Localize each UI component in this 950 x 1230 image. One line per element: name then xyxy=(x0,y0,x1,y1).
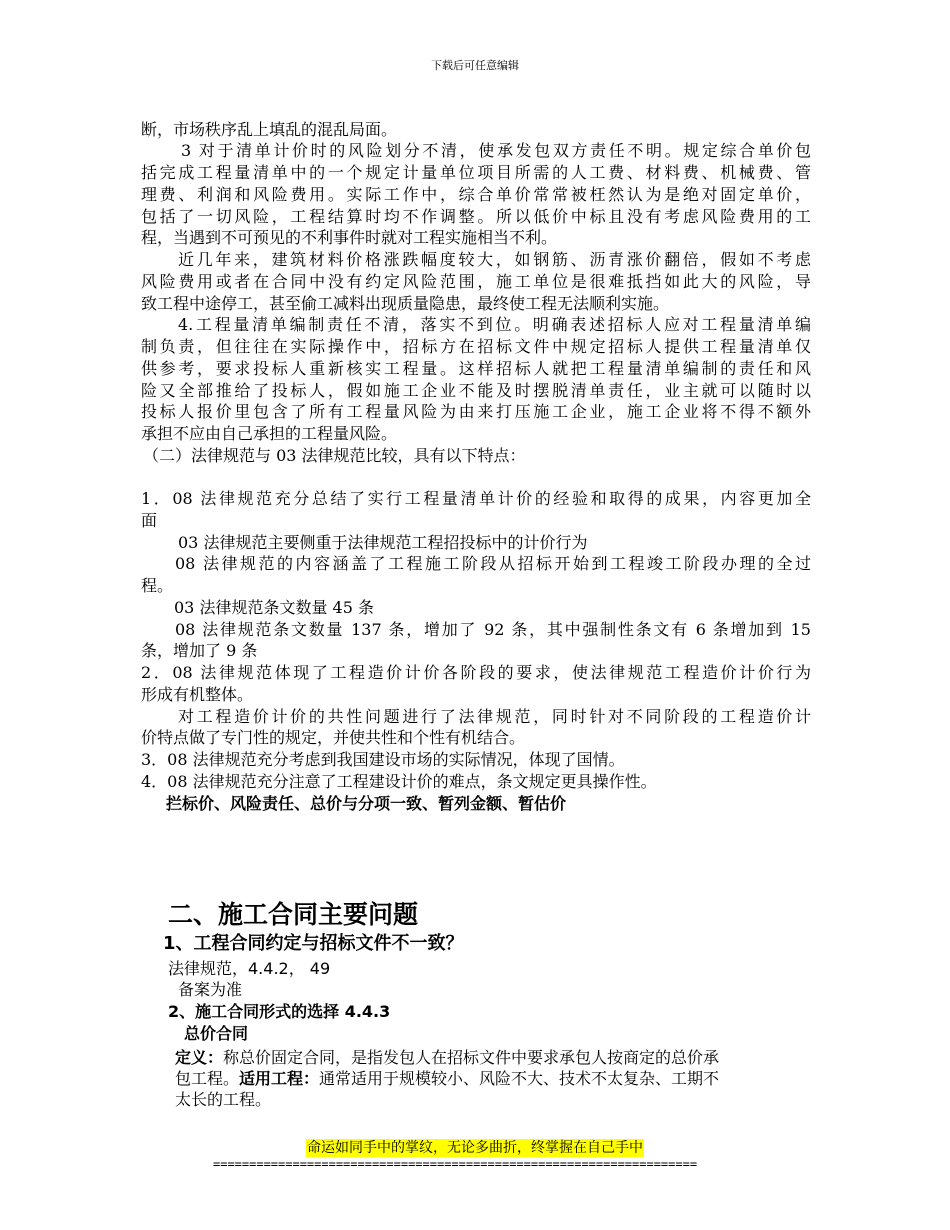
body-line: 对工程造价计价的共性问题进行了法律规范，同时针对不同阶段的工程造价计 xyxy=(178,707,811,726)
subsection-heading: （二）法律规范与 03 法律规范比较，具有以下特点： xyxy=(143,446,526,465)
body-line: 08 法律规范条文数量 137 条，增加了 92 条，其中强制性条文有 6 条增加到 15 xyxy=(175,620,811,639)
body-line: 致工程中途停工，甚至偷工减料出现质量隐患，最终使工程无法顺利实施。 xyxy=(141,294,670,313)
definition-line xyxy=(175,1066,719,1089)
section-title: 二、施工合同主要问题 xyxy=(168,900,419,929)
body-line: 程，当遇到不可预见的不利事件时就对工程实施相当不利。 xyxy=(141,228,558,247)
motto-highlight: 命运如同手中的掌纹，无论多曲折，终掌握在自己手中 xyxy=(307,1140,643,1156)
body-line: 面 xyxy=(141,511,158,530)
body-line: 03 法律规范主要侧重于法律规范工程招投标中的计价行为 xyxy=(178,533,588,552)
footer-rule: =================================================================== xyxy=(213,1157,698,1171)
list-item: 1．08 法律规范充分总结了实行工程量清单计价的经验和取得的成果，内容更加全 xyxy=(141,489,811,508)
body-line: 4.工程量清单编制责任不清，落实不到位。明确表述招标人应对工程量清单编 xyxy=(178,315,811,334)
list-item: 3．08 法律规范充分考虑到我国建设市场的实际情况，体现了国情。 xyxy=(141,750,625,769)
application-text: 通常适用于规模较小、风险不大、技术不太复杂、工期不 xyxy=(319,1069,720,1088)
body-line: 形成有机整体。 xyxy=(141,685,254,704)
definition-text: 包工程。 xyxy=(175,1069,240,1088)
body-line: 险又全部推给了投标人，假如施工企业不能及时摆脱清单责任，业主就可以随时以 xyxy=(141,381,811,400)
body-line: 理费、利润和风险费用。实际工作中，综合单价常常被枉然认为是绝对固定单价， xyxy=(141,185,811,204)
question-heading: 2、施工合同形式的选择 4.4.3 xyxy=(168,1002,391,1021)
body-line: 价特点做了专门性的规定，并使共性和个性有机结合。 xyxy=(141,728,526,747)
definition-text: 称总价固定合同，是指发包人在招标文件中要求承包人按商定的总价承 xyxy=(223,1048,720,1067)
application-label: 适用工程： xyxy=(239,1069,320,1088)
reference-line: 法律规范，4.4.2， 49 xyxy=(168,959,331,978)
definition-label: 定义： xyxy=(175,1048,224,1067)
body-line: 承担不应由自己承担的工程量风险。 xyxy=(141,424,398,443)
question-heading: 1、工程合同约定与招标文件不一致？ xyxy=(163,933,464,954)
keyword-line: 拦标价、风险责任、总价与分项一致、暂列金额、暂估价 xyxy=(166,794,567,813)
footer-motto xyxy=(0,1137,950,1157)
definition-line: 太长的工程。 xyxy=(175,1090,272,1109)
list-item: 2．08 法律规范体现了工程造价计价各阶段的要求，使法律规范工程造价计价行为 xyxy=(141,663,811,682)
body-line: 投标人报价里包含了所有工程量风险为由来打压施工企业，施工企业将不得不额外 xyxy=(141,402,811,421)
body-line: 包括了一切风险，工程结算时均不作调整。所以低价中标且没有考虑风险费用的工 xyxy=(141,207,811,226)
body-line: 程。 xyxy=(141,576,174,595)
body-line: 断，市场秩序乱上填乱的混乱局面。 xyxy=(141,120,398,139)
sub-heading: 总价合同 xyxy=(184,1024,249,1043)
list-item: 4．08 法律规范充分注意了工程建设计价的难点，条文规定更具操作性。 xyxy=(141,772,657,791)
body-line: 近几年来，建筑材料价格涨跌幅度较大，如钢筋、沥青涨价翻倍，假如不考虑 xyxy=(178,250,811,269)
body-line: 供参考，要求投标人重新核实工程量。这样招标人就把工程量清单编制的责任和风 xyxy=(141,359,811,378)
page-header: 下载后可任意编辑 xyxy=(431,59,519,72)
note-line: 备案为准 xyxy=(178,980,243,999)
definition-line xyxy=(175,1045,719,1068)
body-line: 03 法律规范条文数量 45 条 xyxy=(174,598,374,617)
body-line: 风险费用或者在合同中没有约定风险范围，施工单位是很难抵挡如此大的风险，导 xyxy=(141,272,811,291)
body-line: 3 对于清单计价时的风险划分不清，使承发包双方责任不明。规定综合单价包 xyxy=(181,141,811,160)
body-line: 08 法律规范的内容涵盖了工程施工阶段从招标开始到工程竣工阶段办理的全过 xyxy=(175,554,811,573)
body-line: 括完成工程量清单中的一个规定计量单位项目所需的人工费、材料费、机械费、管 xyxy=(141,163,811,182)
body-line: 条，增加了 9 条 xyxy=(141,641,258,660)
body-line: 制负责，但往往在实际操作中，招标方在招标文件中规定招标人提供工程量清单仅 xyxy=(141,337,811,356)
